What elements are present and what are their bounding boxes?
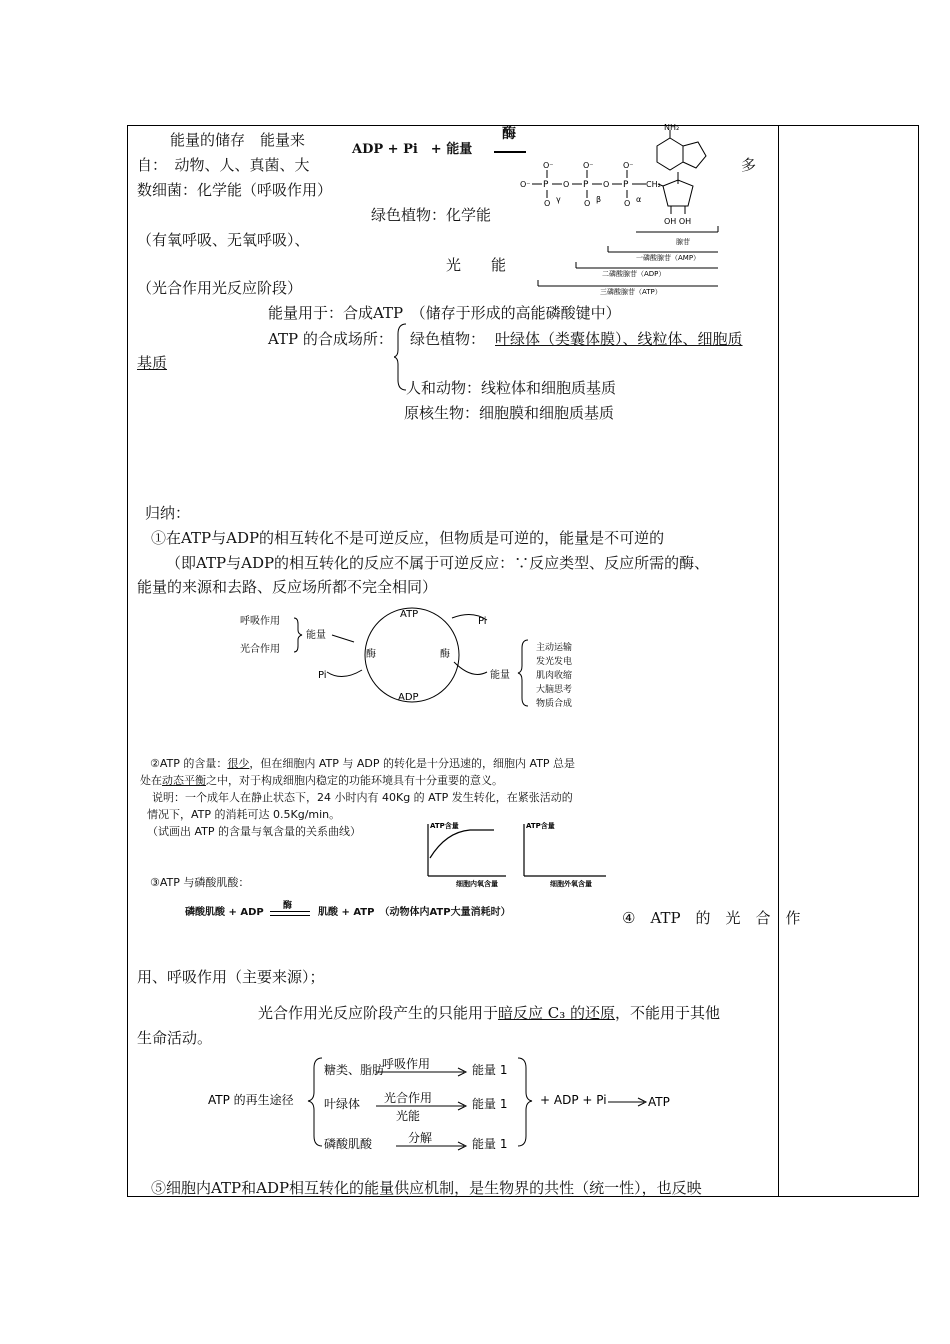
regen-row3-src: 磷酸肌酸 (324, 1137, 373, 1151)
atp-cycle-diagram (232, 600, 602, 720)
o-minus-1: O⁻ (543, 161, 554, 170)
cycle-pi-out: Pi (478, 616, 487, 627)
reaction-top-enzyme: 酶 (502, 126, 516, 142)
p5: ⑤细胞内ATP和ADP相互转化的能量供应机制，是生物界的共性（统一性），也反映 (151, 1179, 702, 1197)
cycle-atp: ATP (400, 609, 419, 620)
p2-line2-prefix: 处在 (140, 774, 162, 787)
note2: 情况下，ATP 的消耗可达 0.5Kg/min。 (147, 808, 341, 821)
p2-line2-rest: 之中，对于构成细胞内稳定的功能环境具有十分重要的意义。 (206, 774, 503, 787)
regen-row1-proc: 呼吸作用 (382, 1057, 431, 1071)
p2-rest: ，但在细胞内 ATP 与 ADP 的转化是十分迅速的，细胞内 ATP 总是 (249, 757, 576, 770)
p3-left: 磷酸肌酸 + ADP (185, 907, 264, 918)
p-2: P (583, 180, 589, 190)
graph2-y: ATP含量 (526, 822, 555, 830)
p-3: P (623, 180, 629, 190)
regen-tail: + ADP + Pi (540, 1093, 607, 1107)
o-minus-2: O⁻ (583, 161, 594, 170)
cycle-energy-in: 能量 (306, 630, 326, 641)
ohoh-label: OH OH (664, 217, 692, 226)
site-green-prefix: 绿色植物： (410, 330, 486, 348)
site-green-underlined: 叶绿体（类囊体膜）、线粒体、细胞质 (495, 330, 743, 348)
atp-label: 三磷酸腺苷（ATP） (600, 288, 662, 296)
regen-row1-src: 糖类、脂肪 (324, 1063, 385, 1077)
gamma-label: γ (556, 195, 561, 204)
ch2-label: CH₂ (646, 180, 661, 189)
p3-arrow-fwd (270, 911, 310, 912)
beta-label: β (596, 195, 602, 204)
regen-row2-src: 叶绿体 (324, 1097, 361, 1111)
table-column-divider (778, 125, 779, 1197)
cycle-enzyme-left: 酶 (366, 649, 376, 660)
cycle-photosynthesis: 光合作用 (240, 644, 280, 655)
reaction-top-left: ADP + Pi + 能量 (352, 142, 473, 157)
p4b-line (258, 1003, 720, 1023)
intro-line1: 能量的储存 能量来 (170, 131, 306, 149)
p4b-under: 暗反应 C₃ 的还原 (498, 1004, 616, 1022)
site-label: ATP 的合成场所： (268, 330, 393, 348)
summary-title: 归纳： (145, 504, 191, 522)
intro-line5: （光合作用光反应阶段） (137, 279, 303, 297)
regen-result: ATP (648, 1095, 670, 1109)
intro-line2: 自： 动物、人、真菌、大 (137, 156, 310, 174)
summary-note-a: （即ATP与ADP的相互转化的反应不属于可逆反应：∵反应类型、反应所需的酶、 (166, 554, 710, 572)
p3-right: 肌酸 + ATP （动物体内ATP大量消耗时） (318, 907, 511, 918)
note1: 说明：一个成年人在静止状态下，24 小时内有 40Kg 的 ATP 发生转化，在紧张活动的 (152, 791, 573, 804)
p2-line2 (140, 774, 503, 788)
atp-oxygen-graphs (410, 818, 620, 890)
regen-row3-proc: 分解 (408, 1131, 433, 1145)
regen-row2-proc: 光合作用 (384, 1091, 433, 1105)
intro-line3: 数细菌：化学能（呼吸作用） (137, 181, 333, 199)
p4b-rest: ，不能用于其他 (615, 1004, 721, 1022)
p4-cont: 用、呼吸作用（主要来源）； (137, 968, 325, 986)
p-1: P (543, 180, 549, 190)
o-minus-3: O⁻ (623, 161, 634, 170)
summary-note-b: 能量的来源和去路、反应场所都不完全相同） (137, 578, 438, 596)
o-dbl-3: O (624, 199, 631, 208)
cycle-use-4: 大脑思考 (536, 685, 573, 695)
nh2-label: NH₂ (664, 123, 680, 132)
intro-light: 光 能 (446, 256, 507, 274)
atp-structure-diagram (518, 120, 730, 298)
cycle-enzyme-right: 酶 (440, 649, 450, 660)
p3-title: ③ATP 与磷酸肌酸： (150, 876, 250, 889)
o-bridge-1: O (563, 180, 570, 189)
regen-row2-sub: 光能 (396, 1109, 421, 1123)
o-minus-4: O⁻ (520, 180, 531, 189)
intro-line4: （有氧呼吸、无氧呼吸）、 (137, 231, 310, 249)
p4b-prefix: 光合作用光反应阶段产生的只能用于 (258, 1004, 499, 1022)
p4-head: ④ ATP 的 光 合 作 (622, 909, 801, 927)
adenosine-label: 腺苷 (676, 238, 690, 246)
regen-row2-out: 能量 1 (472, 1097, 508, 1111)
cycle-use-3: 肌肉收缩 (536, 671, 573, 681)
cycle-adp: ADP (398, 692, 419, 703)
alpha-label: α (636, 195, 642, 204)
p2-line1 (150, 757, 575, 771)
regen-row3-out: 能量 1 (472, 1137, 508, 1151)
site-prokaryote: 原核生物：细胞膜和细胞质基质 (404, 404, 615, 422)
regen-row1-out: 能量 1 (472, 1063, 508, 1077)
atp-regen-diagram (200, 1052, 680, 1154)
cycle-use-5: 物质合成 (536, 699, 573, 709)
o-dbl-2: O (584, 199, 591, 208)
cycle-respiration: 呼吸作用 (240, 616, 280, 627)
adp-label: 二磷酸腺苷（ADP） (602, 270, 666, 278)
regen-title: ATP 的再生途径 (208, 1093, 294, 1107)
p2-balance: 动态平衡 (162, 774, 206, 787)
cycle-pi-in: Pi (318, 670, 327, 681)
summary-point1: ①在ATP与ADP的相互转化不是可逆反应，但物质是可逆的，能量是不可逆的 (151, 529, 665, 547)
site-green-cont: 基质 (137, 354, 168, 372)
graph2-x: 细胞外氧含量 (550, 880, 592, 888)
intro-duo: 多 (741, 156, 757, 174)
p4b-cont: 生命活动。 (137, 1029, 213, 1047)
intro-plant: 绿色植物：化学能 (371, 206, 492, 224)
o-bridge-2: O (603, 180, 610, 189)
cycle-use-2: 发光发电 (536, 657, 573, 667)
p2-prefix: ②ATP 的含量： (150, 757, 228, 770)
p3-arrow-back (270, 915, 310, 916)
graph1-x: 细胞内氧含量 (456, 880, 498, 888)
cycle-energy-out: 能量 (490, 670, 510, 681)
site-animal: 人和动物：线粒体和细胞质基质 (406, 379, 617, 397)
graph1-y: ATP含量 (430, 822, 459, 830)
energy-use: 能量用于：合成ATP （储存于形成的高能磷酸键中） (268, 304, 621, 322)
p2-low: 很少 (227, 757, 250, 770)
cycle-use-1: 主动运输 (536, 643, 573, 653)
o-dbl-1: O (544, 199, 551, 208)
amp-label: 一磷酸腺苷（AMP） (636, 254, 701, 262)
note3: （试画出 ATP 的含量与氧含量的关系曲线） (147, 825, 362, 838)
p3-enzyme: 酶 (283, 901, 293, 911)
